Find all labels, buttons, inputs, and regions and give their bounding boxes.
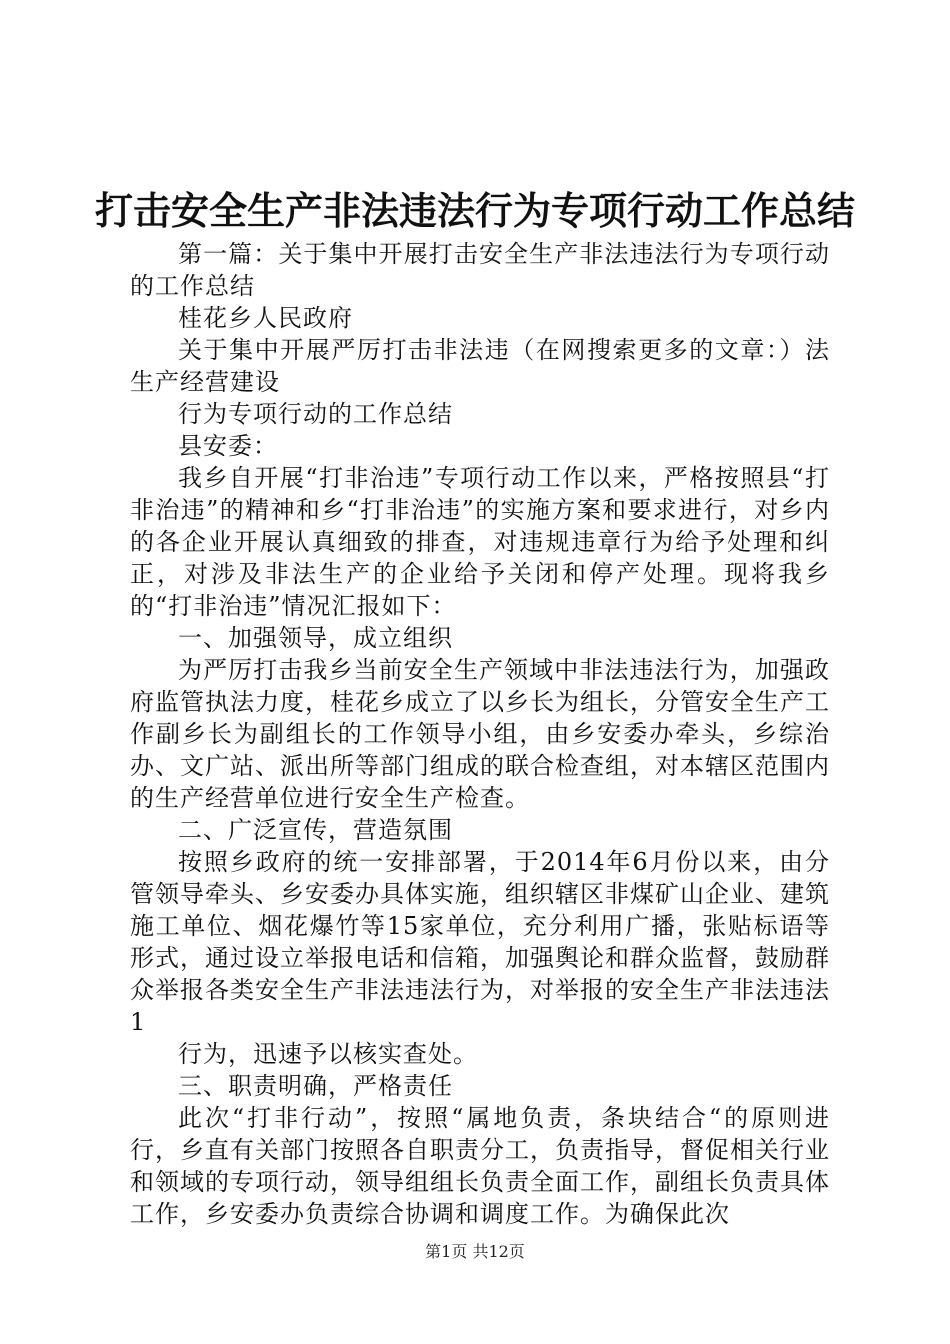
page-number: 第1页 共12页 (425, 1242, 525, 1261)
paragraph-8: 按照乡政府的统一安排部署，于2014年6月份以来，由分管领导牵头、乡安委办具体实施，组织辖区非煤矿山企业、建筑施工单位、烟花爆竹等15家单位，充分利用广播，张贴标语等形式，通过设立举报电话和信箱，加强舆论和群众监督，鼓励群众举报各类安全生产非法违法行为，对举报的安全生产非法违法1 (130, 848, 830, 1036)
section-heading-3: 三、职责明确，严格责任 (178, 1072, 453, 1100)
paragraph-10: 此次“打非行动”，按照“属地负责，条块结合“的原则进行，乡直有关部门按照各自职责分工，负责指导，督促相关行业和领域的专项行动，领导组组长负责全面工作，副组长负责具体工作，乡安委办负责综合协调和调度工作。为确保此次 (130, 1104, 830, 1228)
paragraph-3: 关于集中开展严厉打击非法违（在网搜索更多的文章：）法生产经营建设 (130, 336, 830, 396)
paragraph-1: 第一篇：关于集中开展打击安全生产非法违法行为专项行动的工作总结 (130, 240, 830, 300)
paragraph-7: 为严厉打击我乡当前安全生产领域中非法违法行为，加强政府监管执法力度，桂花乡成立了以乡长为组长，分管安全生产工作副乡长为副组长的工作领导小组，由乡安委办牵头，乡综治办、文广站、派出所等部门组成的联合检查组，对本辖区范围内的生产经营单位进行安全生产检查。 (130, 656, 830, 812)
paragraph-6: 我乡自开展“打非治违”专项行动工作以来，严格按照县“打非治违”的精神和乡“打非治违”的实施方案和要求进行，对乡内的各企业开展认真细致的排查，对违规违章行为给予处理和纠正，对涉及非法生产的企业给予关闭和停产处理。现将我乡的“打非治违”情况汇报如下： (130, 464, 830, 620)
document-title: 打击安全生产非法违法行为专项行动工作总结 (94, 189, 855, 233)
paragraph-4: 行为专项行动的工作总结 (178, 400, 453, 428)
paragraph-5: 县安委： (178, 432, 278, 460)
document-body (130, 238, 830, 1230)
section-heading-1: 一、加强领导，成立组织 (178, 624, 453, 652)
section-heading-2: 二、广泛宣传，营造氛围 (178, 816, 453, 844)
paragraph-2: 桂花乡人民政府 (178, 304, 353, 332)
paragraph-9: 行为，迅速予以核实查处。 (178, 1040, 478, 1068)
